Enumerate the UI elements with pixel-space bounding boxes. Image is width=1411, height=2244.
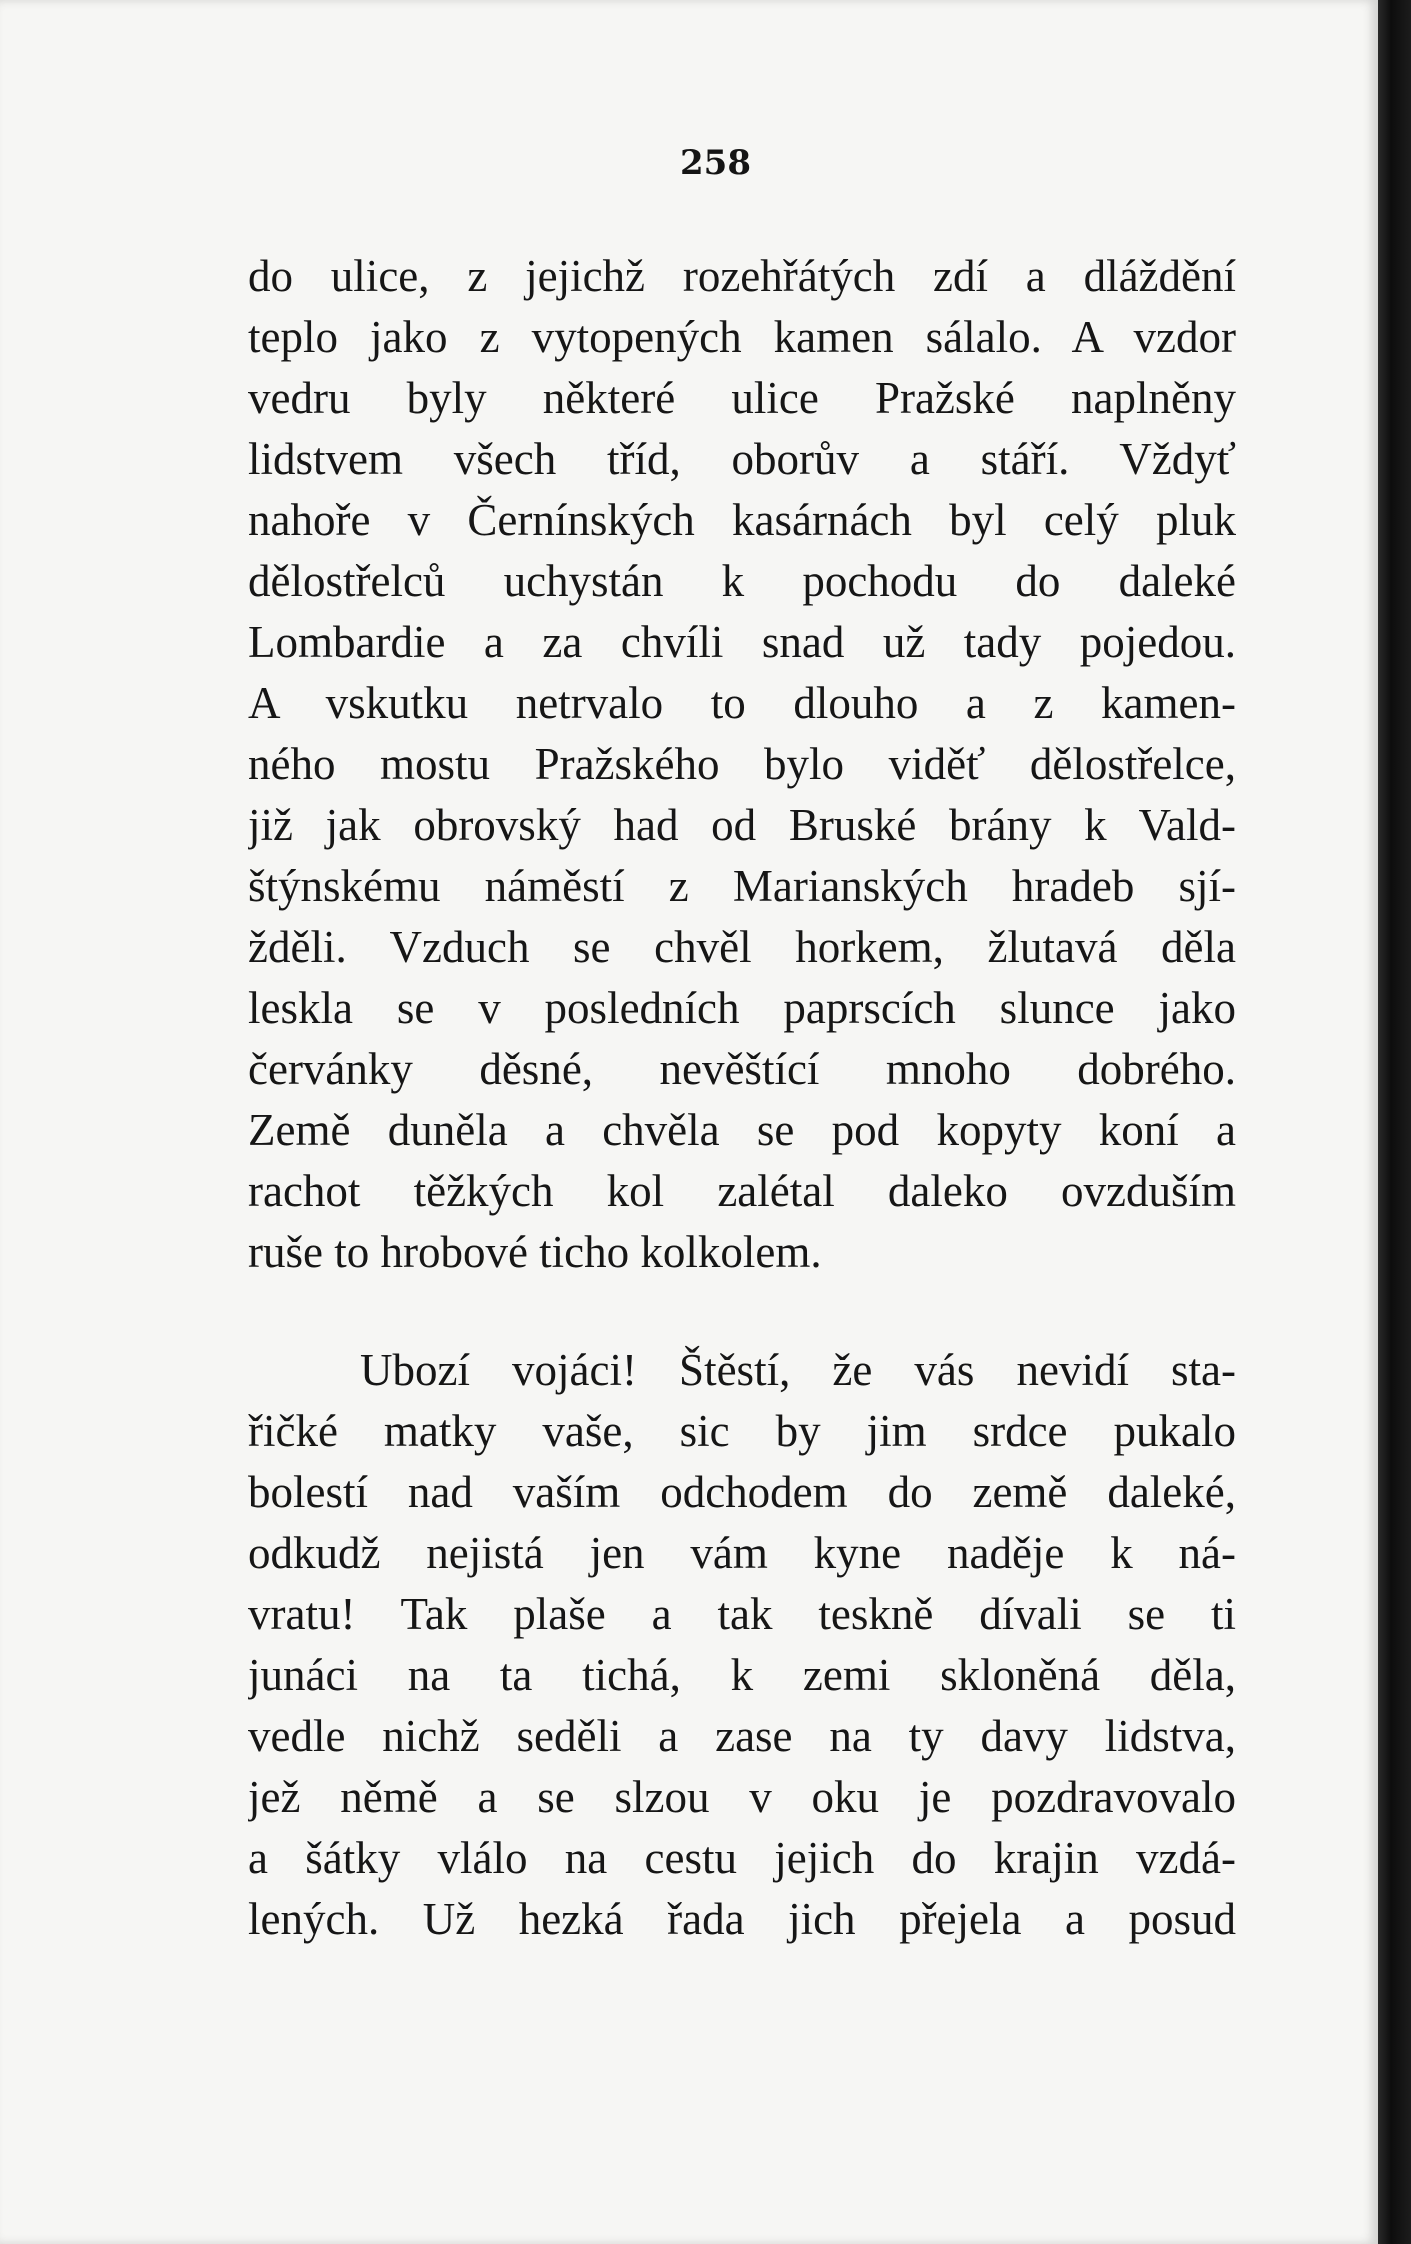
text-line: Lombardie a za chvíli snad už tady pojedou. — [248, 617, 1236, 667]
text-line: dělostřelců uchystán k pochodu do daleké — [248, 556, 1236, 606]
text-line: a šátky vlálo na cestu jejich do krajin vzdá- — [248, 1833, 1236, 1883]
text-line: řičké matky vaše, sic by jim srdce pukalo — [248, 1406, 1236, 1456]
text-line: žděli. Vzduch se chvěl horkem, žlutavá děla — [248, 922, 1236, 972]
text-line: ného mostu Pražského bylo viděť dělostřelce, — [248, 739, 1236, 789]
text-line: vedle nichž seděli a zase na ty davy lidstva, — [248, 1711, 1236, 1761]
paragraph-1 — [248, 246, 1236, 1283]
page-binding-edge — [1378, 0, 1411, 2244]
text-line: do ulice, z jejichž rozehřátých zdí a dláždění — [248, 251, 1236, 301]
text-line: jež němě a se slzou v oku je pozdravovalo — [248, 1772, 1236, 1822]
text-line: odkudž nejistá jen vám kyne naděje k ná- — [248, 1528, 1236, 1578]
text-line: lidstvem všech tříd, oborův a stáří. Vždyť — [248, 434, 1236, 484]
text-line: teplo jako z vytopených kamen sálalo. A vzdor — [248, 312, 1236, 362]
text-line: junáci na ta tichá, k zemi skloněná děla, — [248, 1650, 1236, 1700]
text-line: leskla se v posledních paprscích slunce jako — [248, 983, 1236, 1033]
text-line: A vskutku netrvalo to dlouho a z kamen- — [248, 678, 1236, 728]
text-line: lených. Už hezká řada jich přejela a posud — [248, 1894, 1236, 1944]
text-line: ruše to hrobové ticho kolkolem. — [248, 1227, 822, 1277]
paragraph-2 — [248, 1340, 1236, 1950]
text-line: nahoře v Černínských kasárnách byl celý pluk — [248, 495, 1236, 545]
text-line: Ubozí vojáci! Štěstí, že vás nevidí sta- — [360, 1345, 1236, 1395]
text-line: Země duněla a chvěla se pod kopyty koní a — [248, 1105, 1236, 1155]
text-line: bolestí nad vaším odchodem do země daleké, — [248, 1467, 1236, 1517]
text-line: rachot těžkých kol zalétal daleko ovzduším — [248, 1166, 1236, 1216]
text-line: již jak obrovský had od Bruské brány k Vald- — [248, 800, 1236, 850]
text-line: štýnskému náměstí z Marianských hradeb sjí- — [248, 861, 1236, 911]
text-line: červánky děsné, nevěštící mnoho dobrého. — [248, 1044, 1236, 1094]
text-line: vratu! Tak plaše a tak teskně dívali se ti — [248, 1589, 1236, 1639]
page-number: 258 — [680, 143, 751, 183]
text-line: vedru byly některé ulice Pražské naplněny — [248, 373, 1236, 423]
